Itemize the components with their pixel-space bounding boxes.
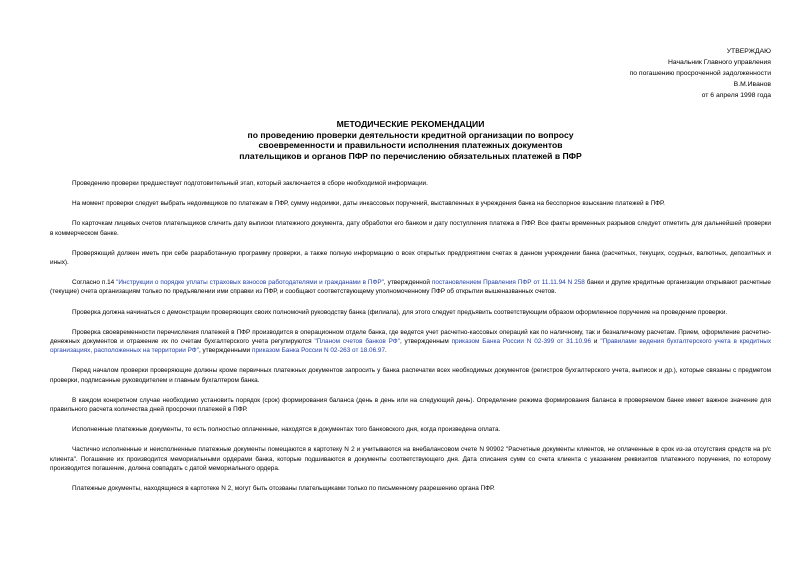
paragraph-text: , утвержденным <box>399 338 452 346</box>
order-link[interactable]: приказом Банка России N 02-263 от 18.06.97 <box>252 347 386 355</box>
paragraph-text: , утвержденной <box>383 279 432 287</box>
approver-department: по погашению просроченной задолженности <box>629 70 771 77</box>
paragraph: Перед началом проверки проверяющие должны кроме первичных платежных документов запросить у банка распечатки всех необходимых документов (регистров бухгалтерского учета, выписок и др.), которые связаны с предметом проверки, подписанные руководителем и главным бухгалтером банка. <box>50 367 771 384</box>
title-line: своевременности и правильности исполнения платежных документов <box>258 140 563 150</box>
paragraph-text: . <box>385 347 387 355</box>
instruction-link[interactable]: "Инструкции о порядке уплаты страховых взносов работодателями и гражданами в ПФР" <box>116 279 384 287</box>
paragraph: Проведению проверки предшествует подготовительный этап, который заключается в сборе необходимой информации. <box>72 180 428 187</box>
paragraph-text: , утвержденными <box>198 347 252 355</box>
approver-position: Начальник Главного управления <box>667 59 771 66</box>
paragraph-text: банки и другие кредитные организации открывают расчетные (текущие) счета организациям только по предъявлении ими справки из ПФР, и сообщают соответствующему уполномоченному ПФР об открытии вышеназванных счетов. <box>50 279 771 296</box>
approver-name: В.М.Иванов <box>733 81 771 88</box>
paragraph: Частично исполненные и неисполненные платежные документы помещаются в картотеку N 2 и учитываются на внебалансовом счете N 90902 "Расчетные документы клиентов, не оплаченные в срок из-за отсутствия средств на р/с клиента". Погашение их производится мемориальными ордерами банка, которые подшиваются в документы соответствующего дня. Дата списания сумм со счета клиента с указанием реквизитов платежного поручения, по которому производится погашение, должна совпадать с датой мемориального ордера. <box>50 446 771 472</box>
order-link[interactable]: приказом Банка России N 02-399 от 31.10.96 <box>451 338 592 346</box>
paragraph <box>50 278 771 296</box>
chart-of-accounts-link[interactable]: "Планом счетов банков РФ" <box>314 338 400 346</box>
title-line: МЕТОДИЧЕСКИЕ РЕКОМЕНДАЦИИ <box>336 119 485 129</box>
document-body <box>50 179 771 493</box>
resolution-link[interactable]: постановлением Правления ПФР от 11.11.94 N 258 <box>431 279 585 287</box>
paragraph <box>50 328 771 356</box>
paragraph: Проверяющий должен иметь при себе разработанную программу проверки, а также полную информацию о всех открытых предприятием счетах в данном учреждении банка (расчетных, текущих, ссудных, валютных, депозитных и иных). <box>50 249 771 267</box>
paragraph: Исполненные платежные документы, то есть полностью оплаченные, находятся в документах того банковского дня, когда произведена оплата. <box>72 426 501 434</box>
approval-stamp: УТВЕРЖДАЮ <box>726 48 771 55</box>
paragraph: По карточкам лицевых счетов плательщиков сличить дату выписки платежного документа, дату обработки его банком и дату поступления платежа в ПФР. Все факты временных разрывов следует отметить для дальнейшей проверки в коммерческом банке. <box>50 220 771 237</box>
paragraph: В каждом конкретном случае необходимо установить порядок (срок) формирования баланса (день в день или на следующий день). Определение режима формирования баланса в проверяемом банке имеет важное значение для правильного расчета количества дней просрочки платежей в ПФР. <box>50 396 771 414</box>
approval-date: от 6 апреля 1998 года <box>701 92 771 99</box>
paragraph-text: Проверка своевременности перечисления платежей в ПФР производится в операционном отделе банка, где ведется учет расчетно-кассовых операций как по наличному, так и безналичному расчетам. Прием, оформление расчетно-денежных документов и отражение их по счетам бухгалтерского учета регулируются <box>50 328 771 346</box>
paragraph: Платежные документы, находящиеся в картотеке N 2, могут быть отозваны плательщиками только по письменному разрешению органа ПФР. <box>72 485 495 493</box>
title-line: по проведению проверки деятельности кредитной организации по вопросу <box>247 129 574 140</box>
document-title <box>50 119 771 161</box>
title-line: плательщиков и органов ПФР по перечислению обязательных платежей в ПФР <box>239 150 582 161</box>
paragraph-text: Согласно п.14 <box>72 279 117 287</box>
paragraph: Проверка должна начинаться с демонстрации проверяющих своих полномочий руководству банка (филиала), для этого следует предъявить соответствующим образом оформленное поручение на проведение проверки. <box>72 308 728 316</box>
paragraph-text: и <box>591 338 601 346</box>
accounting-rules-link[interactable]: "Правилами ведения бухгалтерского учета в кредитных организациях, расположенных на территории РФ" <box>50 338 772 355</box>
approval-block <box>50 46 771 101</box>
paragraph: На момент проверки следует выбрать недоимщиков по платежам в ПФР, сумму недоимки, даты инкассовых поручений, выставленных в учреждения банка на бесспорное взыскание платежей в ПФР. <box>72 200 665 208</box>
